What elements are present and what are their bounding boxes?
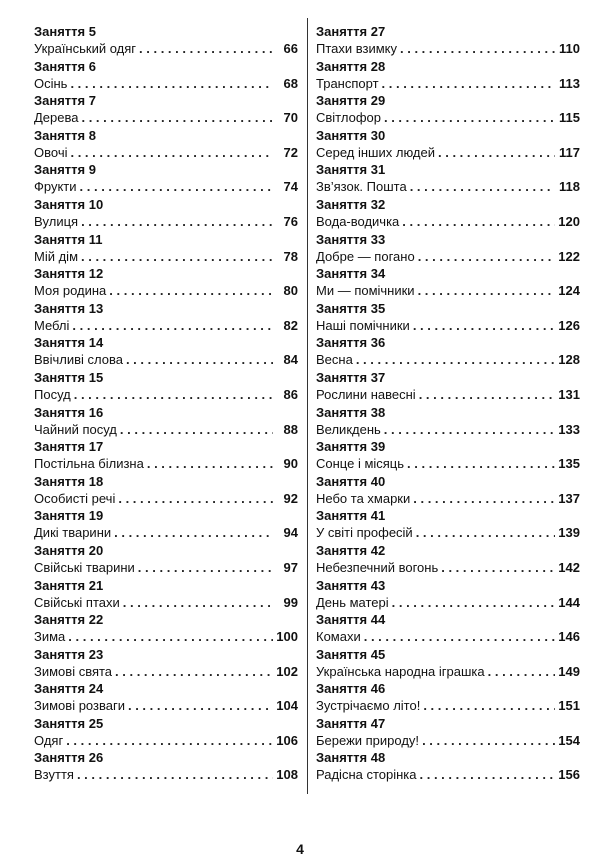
dot-leader [120, 422, 273, 438]
lesson-title: Чайний посуд [34, 421, 117, 437]
lesson-number: Заняття 17 [34, 439, 104, 455]
toc-entry [34, 266, 298, 301]
toc-left-column [34, 24, 298, 785]
dot-leader [413, 491, 555, 507]
lesson-title: Посуд [34, 386, 71, 402]
page-ref: 102 [276, 663, 298, 679]
dot-leader [109, 283, 273, 299]
dot-leader [77, 767, 273, 783]
lesson-number: Заняття 9 [34, 162, 96, 178]
lesson-number: Заняття 12 [34, 266, 104, 282]
dot-leader [410, 179, 555, 195]
dot-leader [407, 456, 555, 472]
page-ref: 86 [283, 386, 298, 402]
toc-entry [34, 128, 298, 163]
lesson-title: Український одяг [34, 41, 137, 56]
lesson-number: Заняття 45 [316, 646, 386, 662]
page-ref: 92 [283, 490, 298, 506]
dot-leader [416, 525, 555, 541]
lesson-title: Комахи [316, 629, 361, 645]
dot-leader [81, 249, 273, 265]
lesson-number: Заняття 16 [34, 404, 104, 420]
page-number: 4 [296, 841, 304, 857]
dot-leader [147, 456, 273, 472]
page-ref: 100 [276, 629, 298, 645]
toc-entry [316, 59, 580, 94]
toc-entry [34, 93, 298, 128]
toc-entry [34, 647, 298, 682]
lesson-number: Заняття 48 [316, 750, 386, 766]
toc-entry [34, 197, 298, 232]
lesson-number: Заняття 37 [316, 369, 386, 385]
lesson-number: Заняття 22 [34, 612, 104, 628]
page-ref: 80 [283, 283, 298, 299]
page-ref: 82 [283, 317, 298, 333]
toc-entry [34, 232, 298, 267]
dot-leader [413, 318, 555, 334]
lesson-title: Зв’язок. Пошта [316, 179, 407, 195]
lesson-number: Заняття 31 [316, 162, 386, 178]
dot-leader [402, 214, 555, 230]
lesson-title: Овочі [34, 144, 68, 160]
lesson-title: Моя родина [34, 283, 107, 299]
toc-entry [316, 335, 580, 370]
toc-entry [34, 162, 298, 197]
toc-entry [34, 370, 298, 405]
lesson-number: Заняття 35 [316, 300, 386, 316]
lesson-title: Українська народна іграшка [316, 663, 485, 679]
lesson-title: Фрукти [34, 179, 77, 195]
lesson-number: Заняття 44 [316, 612, 386, 628]
lesson-title: Небезпечний вогонь [316, 559, 439, 575]
toc-entry [34, 578, 298, 613]
page-ref: 106 [276, 732, 298, 748]
dot-leader [400, 41, 555, 57]
lesson-number: Заняття 13 [34, 300, 104, 316]
lesson-number: Заняття 27 [316, 24, 386, 39]
lesson-title: Особисті речі [34, 490, 116, 506]
lesson-number: Заняття 30 [316, 127, 386, 143]
toc-entry [316, 301, 580, 336]
toc-entry [316, 439, 580, 474]
lesson-title: Світлофор [316, 110, 381, 126]
toc-entry [34, 301, 298, 336]
lesson-title: Дикі тварини [34, 525, 112, 541]
toc-entry [34, 750, 298, 785]
toc-entry [316, 647, 580, 682]
toc-entry [34, 681, 298, 716]
page-ref: 115 [559, 110, 580, 126]
lesson-title: Наші помічники [316, 317, 410, 333]
dot-leader [418, 249, 555, 265]
dot-leader [66, 733, 273, 749]
dot-leader [438, 145, 555, 161]
dot-leader [81, 110, 273, 126]
toc-entry [34, 335, 298, 370]
page-ref: 97 [283, 559, 298, 575]
dot-leader [126, 352, 273, 368]
dot-leader [488, 664, 555, 680]
lesson-title: Дерева [34, 110, 79, 126]
page-ref: 78 [283, 248, 298, 264]
dot-leader [384, 110, 555, 126]
lesson-title: Свійські тварини [34, 559, 135, 575]
toc-entry [316, 543, 580, 578]
toc-entry [316, 24, 580, 59]
lesson-number: Заняття 38 [316, 404, 386, 420]
lesson-title: Зима [34, 629, 66, 645]
lesson-title: Ввічливі слова [34, 352, 123, 368]
lesson-number: Заняття 25 [34, 715, 104, 731]
dot-leader [81, 214, 273, 230]
page-ref: 76 [283, 213, 298, 229]
toc-right-column [316, 24, 580, 785]
lesson-number: Заняття 7 [34, 93, 96, 109]
toc-entry [316, 370, 580, 405]
page-ref: 70 [283, 110, 298, 126]
dot-leader [68, 629, 273, 645]
toc-entry [34, 405, 298, 440]
page-ref: 146 [558, 629, 580, 645]
dot-leader [139, 41, 273, 57]
dot-leader [384, 422, 555, 438]
dot-leader [364, 629, 555, 645]
lesson-title: Взуття [34, 767, 74, 783]
toc-entry [316, 232, 580, 267]
page-ref: 94 [283, 525, 298, 541]
toc-entry [316, 162, 580, 197]
page-ref: 84 [283, 352, 298, 368]
lesson-title: Ми — помічники [316, 283, 415, 299]
lesson-title: Меблі [34, 317, 70, 333]
lesson-number: Заняття 28 [316, 58, 386, 74]
lesson-title: Одяг [34, 732, 64, 748]
dot-leader [423, 698, 555, 714]
toc-entry [34, 439, 298, 474]
toc-entry [316, 508, 580, 543]
lesson-title: Весна [316, 352, 353, 368]
page-ref: 90 [283, 456, 298, 472]
lesson-number: Заняття 46 [316, 681, 386, 697]
lesson-number: Заняття 29 [316, 93, 386, 109]
lesson-title: Серед інших людей [316, 144, 435, 160]
page-ref: 113 [559, 75, 580, 91]
page-ref: 149 [558, 663, 580, 679]
dot-leader [356, 352, 555, 368]
lesson-title: Вулиця [34, 213, 79, 229]
lesson-number: Заняття 14 [34, 335, 104, 351]
page-ref: 135 [558, 456, 580, 472]
page-ref: 117 [559, 144, 580, 160]
page-ref: 104 [276, 698, 298, 714]
lesson-number: Заняття 43 [316, 577, 386, 593]
lesson-title: Сонце і місяць [316, 456, 405, 472]
lesson-number: Заняття 40 [316, 473, 386, 489]
lesson-number: Заняття 11 [34, 231, 103, 247]
toc-entry [34, 24, 298, 59]
lesson-title: Добре — погано [316, 248, 415, 264]
page-ref: 122 [558, 248, 580, 264]
page-ref: 88 [283, 421, 298, 437]
lesson-number: Заняття 26 [34, 750, 104, 766]
lesson-number: Заняття 10 [34, 196, 104, 212]
lesson-title: У світі професій [316, 525, 413, 541]
dot-leader [138, 560, 273, 576]
lesson-number: Заняття 36 [316, 335, 386, 351]
lesson-number: Заняття 33 [316, 231, 386, 247]
dot-leader [392, 595, 555, 611]
page-ref: 72 [283, 144, 298, 160]
dot-leader [441, 560, 555, 576]
lesson-title: Транспорт [316, 75, 379, 91]
lesson-number: Заняття 41 [316, 508, 386, 524]
lesson-number: Заняття 24 [34, 681, 104, 697]
dot-leader [420, 767, 555, 783]
page-ref: 108 [276, 767, 298, 783]
page-ref: 124 [558, 283, 580, 299]
lesson-title: Зустрічаємо літо! [316, 698, 421, 714]
column-divider [307, 18, 308, 794]
toc-entry [34, 59, 298, 94]
dot-leader [418, 283, 555, 299]
page-ref: 120 [558, 213, 580, 229]
page-ref: 139 [558, 525, 580, 541]
toc-entry [316, 750, 580, 785]
lesson-title: Осінь [34, 75, 68, 91]
page-ref: 66 [283, 41, 298, 56]
page-ref: 74 [283, 179, 298, 195]
dot-leader [118, 491, 273, 507]
dot-leader [72, 318, 273, 334]
dot-leader [419, 387, 555, 403]
lesson-title: Бережи природу! [316, 732, 420, 748]
lesson-title: Великдень [316, 421, 381, 437]
lesson-number: Заняття 39 [316, 439, 386, 455]
lesson-title: Рослини навесні [316, 386, 416, 402]
dot-leader [422, 733, 555, 749]
lesson-title: День матері [316, 594, 389, 610]
page-ref: 142 [558, 559, 580, 575]
toc-entry [34, 508, 298, 543]
lesson-number: Заняття 8 [34, 127, 96, 143]
lesson-title: Вода-водичка [316, 213, 400, 229]
lesson-number: Заняття 18 [34, 473, 104, 489]
page-ref: 144 [558, 594, 580, 610]
toc-entry [316, 197, 580, 232]
dot-leader [70, 145, 273, 161]
lesson-title: Свійські птахи [34, 594, 120, 610]
lesson-number: Заняття 47 [316, 715, 386, 731]
page-ref: 99 [283, 594, 298, 610]
toc-entry [316, 681, 580, 716]
toc-entry [34, 612, 298, 647]
page-ref: 133 [558, 421, 580, 437]
page-ref: 110 [559, 41, 580, 56]
toc-entry [316, 612, 580, 647]
toc-entry [316, 716, 580, 751]
dot-leader [70, 76, 273, 92]
lesson-number: Заняття 19 [34, 508, 104, 524]
lesson-number: Заняття 32 [316, 196, 386, 212]
page-ref: 126 [558, 317, 580, 333]
lesson-number: Заняття 20 [34, 542, 104, 558]
toc-entry [316, 266, 580, 301]
lesson-title: Зимові розваги [34, 698, 125, 714]
toc-entry [316, 405, 580, 440]
toc-entry [316, 578, 580, 613]
lesson-title: Зимові свята [34, 663, 113, 679]
page-ref: 128 [558, 352, 580, 368]
lesson-title: Радісна сторінка [316, 767, 417, 783]
dot-leader [80, 179, 273, 195]
toc-entry [316, 128, 580, 163]
page-ref: 156 [558, 767, 580, 783]
lesson-number: Заняття 42 [316, 542, 386, 558]
dot-leader [74, 387, 273, 403]
lesson-number: Заняття 21 [34, 577, 104, 593]
dot-leader [382, 76, 555, 92]
page-ref: 131 [558, 386, 580, 402]
toc-entry [34, 543, 298, 578]
lesson-number: Заняття 15 [34, 369, 104, 385]
lesson-number: Заняття 6 [34, 58, 96, 74]
dot-leader [128, 698, 273, 714]
page-ref: 118 [559, 179, 580, 195]
dot-leader [115, 664, 273, 680]
toc-entry [316, 93, 580, 128]
toc-entry [316, 474, 580, 509]
page-ref: 154 [558, 732, 580, 748]
lesson-title: Птахи взимку [316, 41, 398, 56]
dot-leader [123, 595, 273, 611]
toc-entry [34, 474, 298, 509]
lesson-title: Небо та хмарки [316, 490, 411, 506]
page-ref: 151 [558, 698, 580, 714]
lesson-title: Мій дім [34, 248, 79, 264]
dot-leader [114, 525, 273, 541]
toc-entry [34, 716, 298, 751]
page-ref: 137 [558, 490, 580, 506]
lesson-number: Заняття 5 [34, 24, 96, 39]
lesson-title: Постільна білизна [34, 456, 144, 472]
lesson-number: Заняття 34 [316, 266, 386, 282]
lesson-number: Заняття 23 [34, 646, 104, 662]
page-ref: 68 [283, 75, 298, 91]
